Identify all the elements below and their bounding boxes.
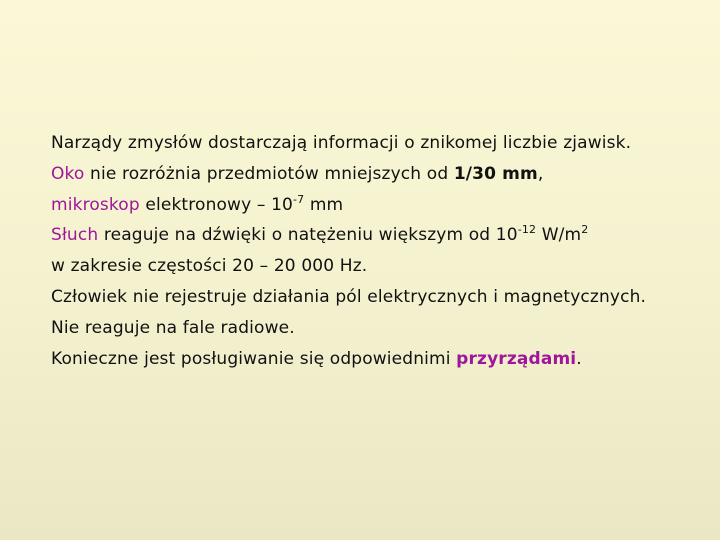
line-frequency-range [51, 251, 711, 282]
text-radio-waves: Nie reaguje na fale radiowe. [51, 317, 295, 338]
value-eye-resolution: 1/30 mm [453, 163, 538, 184]
text-instruments: Konieczne jest posługiwanie się odpowiednimi [51, 348, 457, 369]
unit-exponent-hearing: 2 [581, 223, 589, 237]
text-senses-info: Narządy zmysłów dostarczają informacji o znikomej liczbie zjawisk. [51, 133, 632, 153]
line-radio-waves [51, 313, 711, 344]
text-microscope: elektronowy – 10 [139, 194, 293, 215]
term-microscope: mikroskop [51, 194, 140, 215]
slide-body [51, 128, 711, 374]
term-eye: Oko [51, 163, 85, 184]
exponent-microscope: -7 [293, 192, 305, 206]
line-fields [51, 282, 711, 313]
unit-microscope: mm [304, 194, 344, 215]
term-hearing: Słuch [51, 225, 99, 246]
term-instruments: przyrządami [456, 348, 577, 369]
punct-instruments: . [576, 348, 582, 369]
line-instruments [51, 344, 711, 375]
exponent-hearing: -12 [517, 223, 537, 237]
text-hearing: reaguje na dźwięki o natężeniu większym od 10 [98, 225, 518, 246]
line-hearing [51, 220, 711, 251]
text-fields: Człowiek nie rejestruje działania pól elektrycznych i magnetycznych. [51, 286, 647, 307]
line-eye [51, 159, 711, 190]
text-frequency-range: w zakresie częstości 20 – 20 000 Hz. [51, 256, 368, 277]
line-senses-info [51, 128, 711, 159]
punct-eye: , [537, 163, 544, 184]
unit-hearing: W/m [536, 225, 582, 246]
text-eye: nie rozróżnia przedmiotów mniejszych od [84, 163, 454, 184]
line-microscope [51, 190, 711, 221]
